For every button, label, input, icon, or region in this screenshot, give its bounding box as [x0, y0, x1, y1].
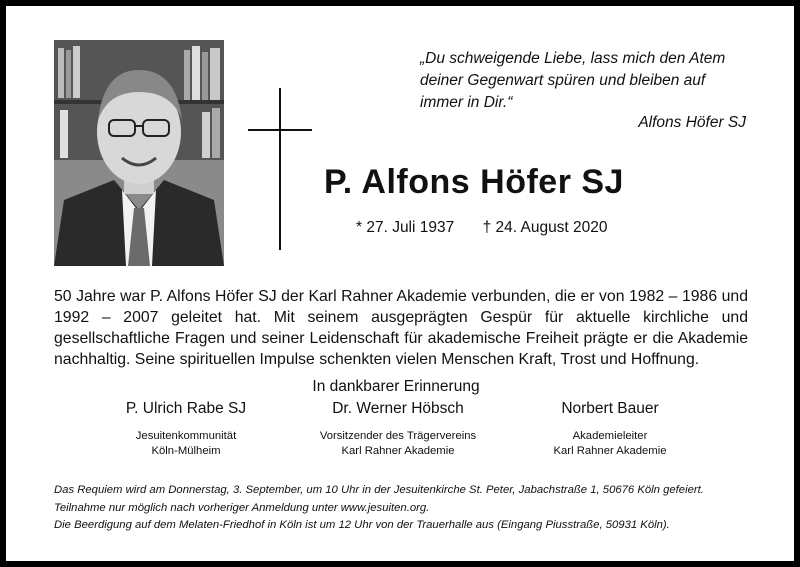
- signer-role-line: Karl Rahner Akademie: [341, 445, 455, 457]
- deceased-name: P. Alfons Höfer SJ: [324, 163, 624, 201]
- quote-text: „Du schweigende Liebe, lass mich den Atem deiner Gegenwart spüren und bleiben auf immer in Dir.“: [420, 50, 726, 111]
- signer-name: P. Ulrich Rabe SJ: [125, 400, 247, 417]
- signer-role-line: Köln-Mülheim: [151, 445, 221, 457]
- birth-date: * 27. Juli 1937: [356, 219, 455, 236]
- obituary-body: 50 Jahre war P. Alfons Höfer SJ der Karl Rahner Akademie verbunden, die er von 1982 – 1986 und 1992 – 2007 geleitet hat. Mit seinem ausgeprägten Gespür für aktuelle kirchliche und gesellschaftliche Fragen und seiner Leidenschaft für akademische Freiheit prägte er die Akademie nachhaltig. Seine spirituellen Impulse schenkten vielen Menschen Kraft, Trost und Hoffnung.: [54, 288, 748, 368]
- signer-role-line: Karl Rahner Akademie: [553, 445, 667, 457]
- signer-role-line: Vorsitzender des Trägervereins: [319, 430, 477, 442]
- signer: [86, 400, 286, 459]
- signer-role-line: Akademieleiter: [572, 430, 648, 442]
- signer-role: [510, 429, 710, 459]
- memory-line: In dankbarer Erinnerung: [312, 378, 480, 395]
- signer-role-line: Jesuitenkommunität: [135, 430, 237, 442]
- obituary-card: [6, 6, 794, 561]
- life-dates: [356, 219, 608, 237]
- portrait-photo: [54, 40, 224, 266]
- signer-role: [86, 429, 286, 459]
- notice-line: Das Requiem wird am Donnerstag, 3. September, um 10 Uhr in der Jesuitenkirche St. Peter, Jabachstraße 1, 50676 Köln gefeiert.: [54, 484, 704, 496]
- notice-line: Teilnahme nur möglich nach vorheriger Anmeldung unter www.jesuiten.org.: [54, 501, 430, 514]
- cross-icon: [248, 88, 312, 250]
- signer: [510, 400, 710, 459]
- funeral-notice: [54, 482, 754, 535]
- notice-line: Die Beerdigung auf dem Melaten-Friedhof in Köln ist um 12 Uhr von der Trauerhalle aus (Eingang Piusstraße, 50931 Köln).: [54, 519, 670, 531]
- signer-name: Norbert Bauer: [561, 400, 659, 417]
- quote-author: Alfons Höfer SJ: [638, 114, 746, 131]
- death-date: † 24. August 2020: [482, 219, 608, 236]
- signer-name: Dr. Werner Höbsch: [332, 400, 464, 417]
- signer-role: [298, 429, 498, 459]
- signer: [298, 400, 498, 459]
